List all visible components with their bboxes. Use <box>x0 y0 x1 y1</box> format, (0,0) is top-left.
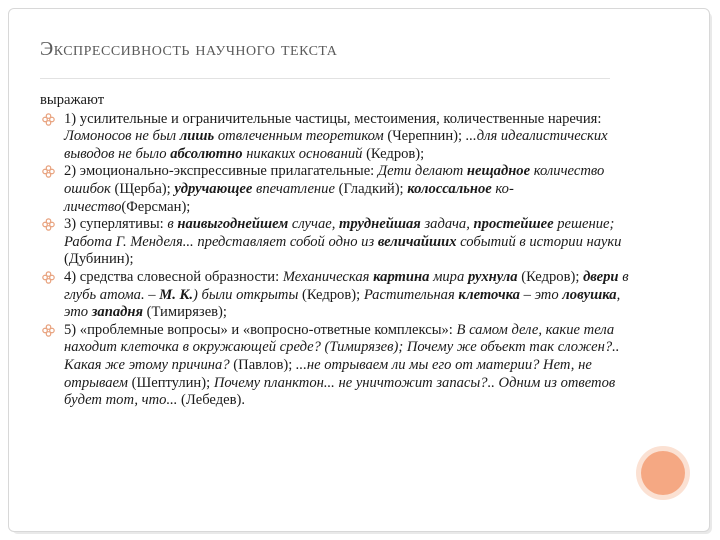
flower-bullet-icon <box>42 271 55 284</box>
intro-text: выражают <box>40 92 105 108</box>
flower-bullet-icon <box>42 165 55 178</box>
list-item <box>40 216 630 269</box>
title-first-letter: Э <box>40 38 54 60</box>
list-item <box>40 163 630 216</box>
point-4-text: 4) средства словесной образности: Механическая картина мира рухнула (Кедров); двери в глубь атома. – М. К.) были открыты (Кедров); Растительная клеточка – это ловушка, это западня (Тимирязев); <box>64 268 629 321</box>
list-item <box>40 322 630 410</box>
title-rest: кспрессивность научного текста <box>53 38 338 60</box>
list-item <box>40 111 630 164</box>
points-list <box>40 111 630 410</box>
point-5-text: 5) «проблемные вопросы» и «вопросно-ответные комплексы»: В самом деле, какие тела находит клеточка в окружающей среде? (Тимирязев); Почему же объект так сложен?.. Какая же этому причина? (Павлов); ...не отрываем ли мы его от материи? Нет, не отрываем (Шептулин); Почему планктон... не уничтожит запасы?.. Одним из ответов будет тот, что... (Лебедев). <box>64 321 620 409</box>
point-3-text: 3) суперлятивы: в наивыгоднейшем случае, труднейшая задача, простейшее решение; Работа Г. Менделя... представляет собой одно из величайших событий в истории науки (Дубинин); <box>64 216 622 268</box>
slide-title <box>40 38 600 61</box>
point-1-text: 1) усилительные и ограничительные частицы, местоимения, количественные наречия: Ломоносов не был лишь отвлеченным теоретиком (Черепнин); ...для идеалистических выводов не было абсолютно никаких оснований (Кедров); <box>64 110 608 162</box>
decorative-circle <box>641 451 685 495</box>
list-item <box>40 269 630 322</box>
flower-bullet-icon <box>42 218 55 231</box>
flower-bullet-icon <box>42 113 55 126</box>
title-divider <box>40 78 610 79</box>
point-2-text: 2) эмоционально-экспрессивные прилагательные: Дети делают нещадное количество ошибок (Щерба); удручающее впечатление (Гладкий); колоссальное ко-личество(Ферсман); <box>64 163 605 215</box>
slide-body <box>40 92 630 410</box>
flower-bullet-icon <box>42 324 55 337</box>
